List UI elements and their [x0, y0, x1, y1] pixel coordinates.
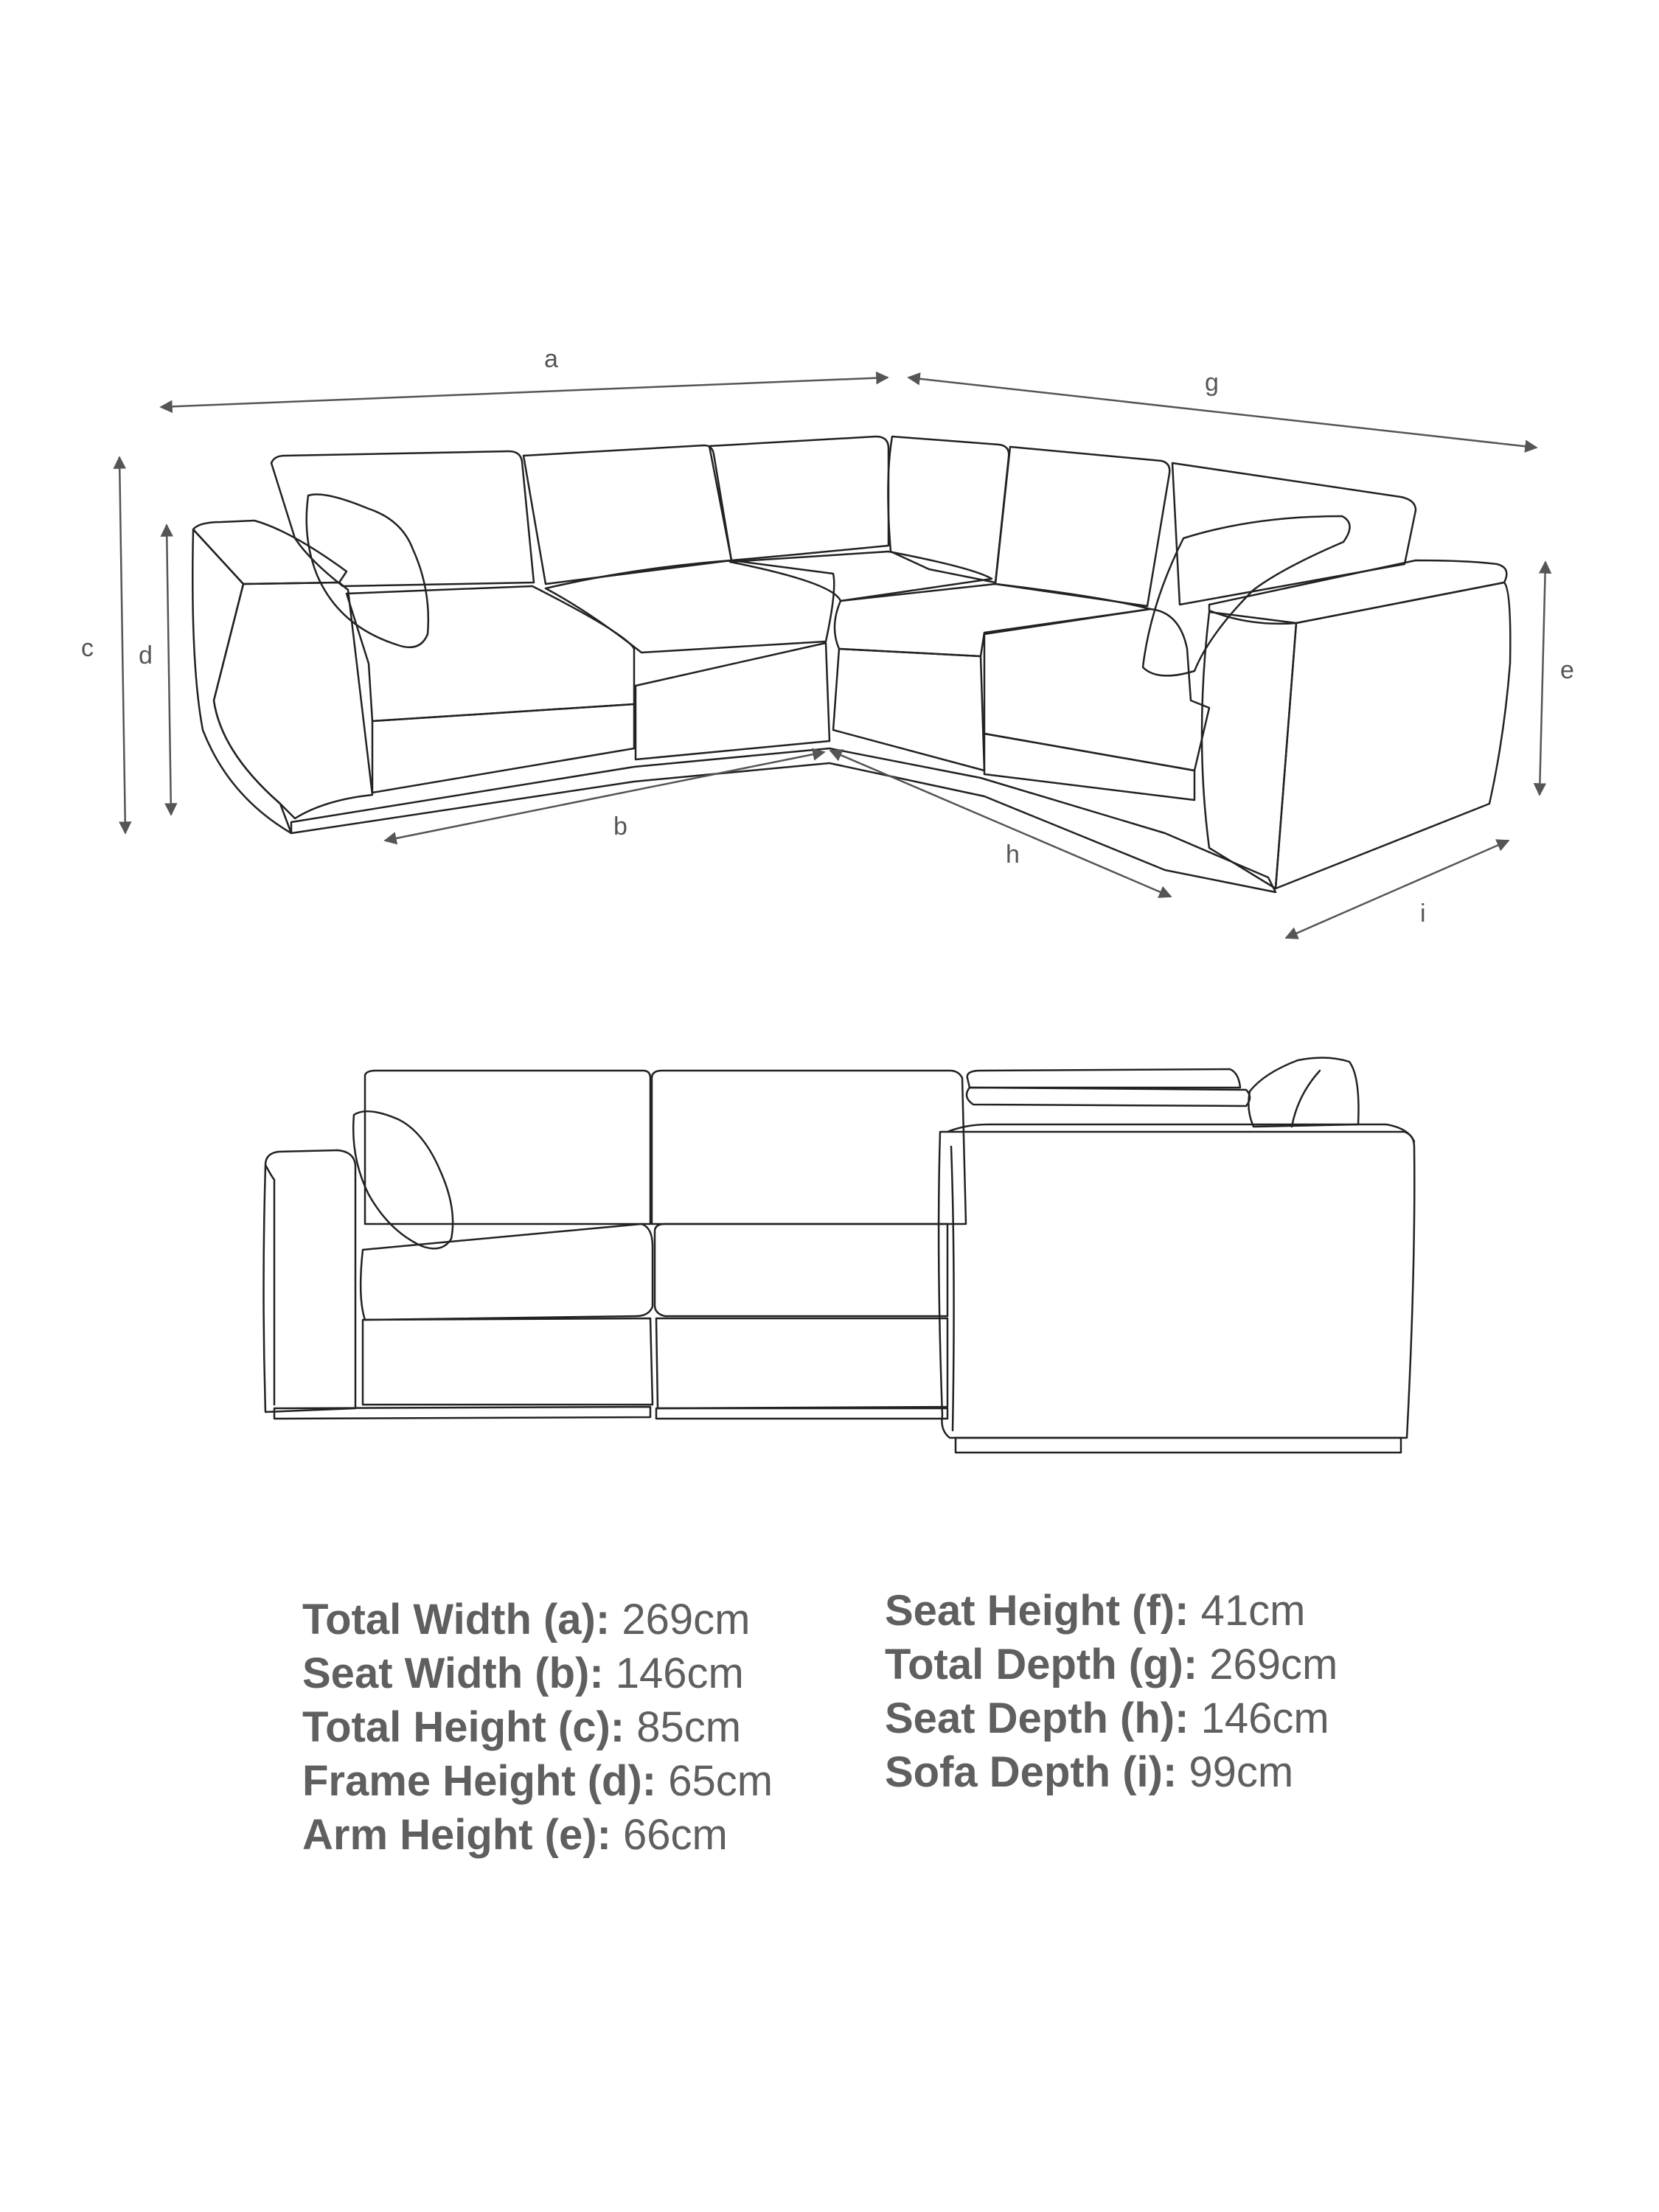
- front-seat-base-1: [363, 1318, 653, 1405]
- seat-base-right-2: [984, 734, 1194, 800]
- dim-label-b: b: [613, 813, 627, 841]
- seat-base-left-1: [372, 704, 634, 793]
- spec-total-height: [302, 1700, 773, 1754]
- spec-value: 65cm: [668, 1757, 773, 1805]
- specs-left-column: [302, 1593, 773, 1862]
- dim-label-c: c: [81, 634, 94, 662]
- dim-label-e: e: [1560, 656, 1574, 684]
- front-left-arm-side: [265, 1165, 274, 1405]
- perspective-view: [192, 437, 1510, 892]
- spec-value: 99cm: [1189, 1748, 1294, 1796]
- spec-seat-depth: [885, 1691, 1338, 1745]
- spec-value: 146cm: [615, 1649, 744, 1697]
- spec-value: 66cm: [623, 1811, 728, 1859]
- spec-label: Frame Height (d):: [302, 1757, 657, 1805]
- spec-value: 269cm: [622, 1596, 751, 1644]
- spec-label: Arm Height (e):: [302, 1811, 611, 1859]
- front-right-back-cushion: [967, 1088, 1250, 1106]
- front-back-cushion-3-top: [967, 1069, 1240, 1088]
- front-right-arm-box: [939, 1132, 1414, 1438]
- front-plinth-middle: [656, 1408, 947, 1419]
- right-arm-front: [1202, 612, 1296, 888]
- right-pillow: [1143, 516, 1350, 675]
- front-plinth-left: [274, 1407, 650, 1419]
- front-seat-cushion-1: [361, 1224, 653, 1320]
- spec-label: Total Width (a):: [302, 1596, 611, 1644]
- dim-label-g: g: [1205, 369, 1219, 397]
- left-arm-outer: [192, 529, 291, 833]
- front-right-arm-top: [947, 1124, 1414, 1141]
- front-back-cushion-2: [652, 1071, 966, 1224]
- back-cushion-right-1: [888, 437, 1009, 582]
- back-cushion-right-3: [1172, 463, 1416, 605]
- dim-line-i: [1286, 841, 1509, 938]
- dim-line-h: [830, 751, 1171, 897]
- plinth: [291, 748, 1276, 892]
- front-right-arm-inner-line: [951, 1147, 954, 1430]
- dim-label-h: h: [1006, 841, 1020, 869]
- spec-frame-height: [302, 1754, 773, 1808]
- seat-base-left-2: [636, 643, 830, 759]
- dimension-lines: [119, 378, 1545, 938]
- seat-cushion-3: [730, 552, 992, 601]
- spec-seat-height: [885, 1584, 1338, 1638]
- spec-label: Seat Depth (h):: [885, 1694, 1189, 1742]
- left-arm-top: [193, 521, 347, 584]
- seat-cushion-5: [984, 609, 1209, 771]
- front-right-pillow-fold: [1292, 1071, 1320, 1127]
- front-left-arm: [264, 1150, 356, 1412]
- spec-label: Seat Width (b):: [302, 1649, 604, 1697]
- spec-total-depth: [885, 1638, 1338, 1691]
- dim-line-d: [167, 525, 171, 815]
- specs-right-column: [885, 1584, 1338, 1799]
- front-seat-base-2: [656, 1318, 947, 1408]
- front-view: [264, 1057, 1415, 1453]
- spec-label: Sofa Depth (i):: [885, 1748, 1178, 1796]
- dim-line-g: [908, 378, 1537, 448]
- spec-value: 146cm: [1200, 1694, 1329, 1742]
- dim-line-a: [161, 378, 888, 407]
- spec-value: 85cm: [636, 1703, 742, 1751]
- front-seat-cushion-2: [655, 1224, 947, 1316]
- dim-label-i: i: [1420, 900, 1426, 928]
- back-cushion-left-1: [271, 451, 534, 586]
- dim-label-a: a: [544, 345, 558, 373]
- right-arm-outer: [1276, 582, 1510, 888]
- back-cushion-left-3: [709, 437, 888, 560]
- dim-label-d: d: [139, 641, 153, 669]
- spec-seat-width: [302, 1646, 773, 1700]
- spec-value: 41cm: [1200, 1587, 1306, 1635]
- dim-line-e: [1540, 562, 1545, 795]
- spec-sofa-depth: [885, 1745, 1338, 1799]
- spec-label: Total Height (c):: [302, 1703, 625, 1751]
- front-back-cushion-1: [365, 1071, 650, 1224]
- spec-label: Total Depth (g):: [885, 1641, 1198, 1688]
- spec-value: 269cm: [1209, 1641, 1338, 1688]
- seat-cushion-2: [546, 560, 834, 653]
- seat-cushion-1: [347, 586, 634, 721]
- spec-label: Seat Height (f):: [885, 1587, 1189, 1635]
- seat-base-right-1: [833, 649, 984, 771]
- front-left-pillow: [353, 1111, 453, 1248]
- back-cushion-right-2: [995, 447, 1169, 606]
- front-right-plinth: [956, 1438, 1401, 1453]
- spec-total-width: [302, 1593, 773, 1646]
- dim-line-c: [119, 457, 125, 833]
- spec-arm-height: [302, 1808, 773, 1862]
